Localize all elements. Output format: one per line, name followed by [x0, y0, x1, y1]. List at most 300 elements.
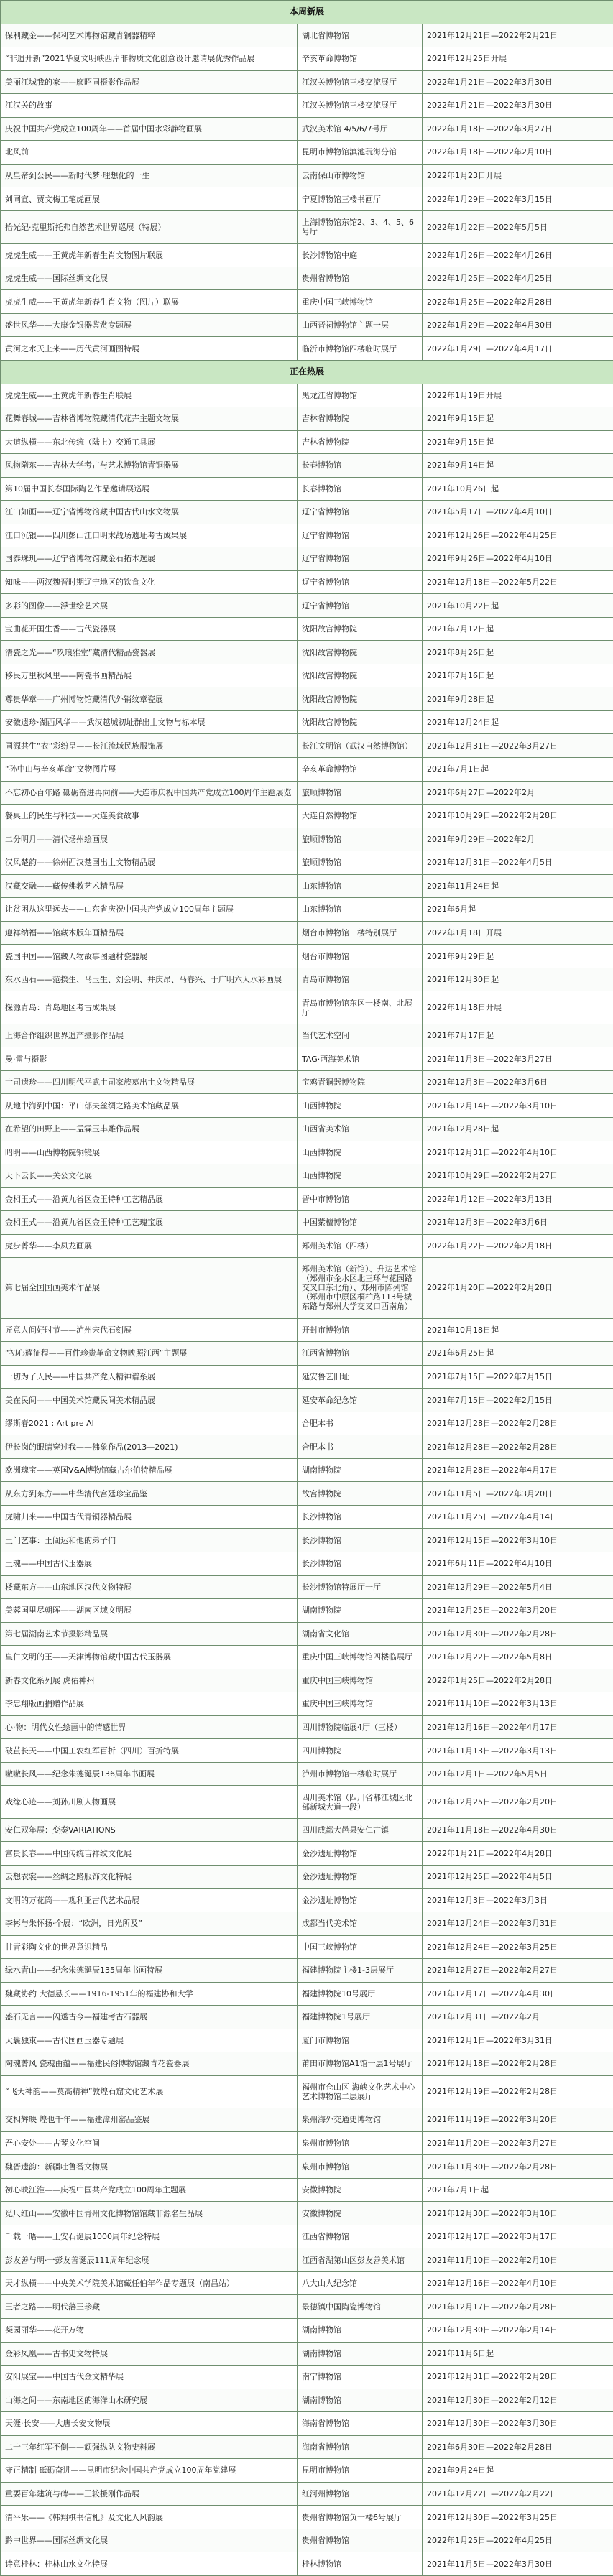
exhibition-name-cell: 美在民间——中国美术馆藏民间美术精品展 — [1, 1389, 298, 1412]
table-row — [1, 1318, 613, 1342]
date-cell: 2021年12月28日—2022年2月28日 — [423, 1412, 613, 1435]
table-row — [1, 2052, 613, 2076]
exhibition-name-cell: 天才纵横——中央美术学院美术馆藏任伯年作品专题展（南昌站） — [1, 2271, 298, 2295]
table-row — [1, 758, 613, 782]
venue-cell: 中国三峡博物馆 — [298, 1935, 423, 1959]
table-row — [1, 1435, 613, 1459]
exhibition-name-cell: 虎虎生威——王黄虎年新春生肖文物图片联展 — [1, 244, 298, 267]
exhibition-name-cell: 美蓉国里尽朝晖——湖南区域文明展 — [1, 1599, 298, 1623]
exhibition-name-cell: 餐桌上的民生与科技——大连美食故事 — [1, 805, 298, 828]
venue-cell: 宝鸡青铜器博物院 — [298, 1070, 423, 1094]
venue-cell: 上海博物馆东馆2、3、4、5、6号厅 — [298, 210, 423, 244]
exhibition-name-cell: 金彩凤凰——古书史文物特展 — [1, 2342, 298, 2366]
date-cell: 2021年12月16日—2022年4月10日 — [423, 2271, 613, 2295]
exhibition-name-cell: 文明的万花筒——观利亚古代艺术品展 — [1, 1889, 298, 1912]
exhibition-name-cell: 花舞春城——吉林省博物院藏清代花卉主题文物展 — [1, 407, 298, 431]
exhibition-name-cell: 王者之路——明代藩王珍藏 — [1, 2295, 298, 2319]
venue-cell: 青岛市博物馆 — [298, 968, 423, 991]
venue-cell: 长春博物馆 — [298, 454, 423, 478]
exhibition-name-cell: 清平乐——《韩翔棋书信札》及文化人风韵展 — [1, 2506, 298, 2529]
exhibition-name-cell: 汉风楚韵——徐州西汉楚国出土文物精品展 — [1, 851, 298, 875]
table-row — [1, 2412, 613, 2436]
exhibition-name-cell: 山海之间——东南地区的海洋山水研究展 — [1, 2389, 298, 2412]
exhibition-name-cell: 心·物：明代女性绘画中的情感世界 — [1, 1715, 298, 1739]
table-row — [1, 1692, 613, 1716]
table-row — [1, 710, 613, 734]
table-row — [1, 1762, 613, 1786]
venue-cell: 湖南省文化馆 — [298, 1622, 423, 1646]
exhibition-name-cell: 虎虎生威——国际丝绸文化展 — [1, 267, 298, 290]
exhibition-name-cell: 庆祝中国共产党成立100周年——首届中国水彩静物画展 — [1, 117, 298, 141]
date-cell: 2021年12月28日—2022年4月17日 — [423, 1458, 613, 1482]
venue-cell: 长江文明馆（武汉自然博物馆） — [298, 734, 423, 758]
date-cell: 2021年12月28日—2022年2月28日 — [423, 1435, 613, 1459]
venue-cell: 合肥本书 — [298, 1412, 423, 1435]
table-row — [1, 2389, 613, 2412]
venue-cell: 金沙遗址博物馆 — [298, 1889, 423, 1912]
date-cell: 2021年9月28日起 — [423, 687, 613, 711]
exhibition-name-cell: 第10届中国长春国际陶艺作品邀请展巡展 — [1, 477, 298, 501]
venue-cell: 金沙遗址博物馆 — [298, 1865, 423, 1889]
date-cell: 2021年11月24日起 — [423, 874, 613, 898]
venue-cell: 湖南博物馆 — [298, 2342, 423, 2366]
date-cell: 2022年1月29日—2022年4月30日 — [423, 313, 613, 337]
venue-cell: 宁夏博物馆三楼书画厅 — [298, 187, 423, 211]
table-row — [1, 1117, 613, 1141]
venue-cell: 黑龙江省博物馆 — [298, 384, 423, 407]
venue-cell: 八大山人纪念馆 — [298, 2271, 423, 2295]
date-cell: 2022年1月19日开展 — [423, 384, 613, 407]
date-cell: 2021年12月16日—2022年4月17日 — [423, 1715, 613, 1739]
venue-cell: 辽宁省博物馆 — [298, 570, 423, 594]
exhibition-name-cell: 国泰珠玑——辽宁省博物馆藏金石拓本选展 — [1, 547, 298, 571]
exhibition-name-cell: 二分明月——清代扬州绘画展 — [1, 828, 298, 851]
table-row — [1, 1141, 613, 1164]
date-cell: 2022年1月29日—2022年3月15日 — [423, 187, 613, 211]
table-row — [1, 945, 613, 968]
table-row — [1, 1912, 613, 1935]
exhibition-name-cell: 魏藏协约 大德悬长——1916-1951年的福建协和大学 — [1, 1982, 298, 2006]
exhibition-name-cell: 欧洲瑰宝——英国V&A博物馆藏古尔伯特精品展 — [1, 1458, 298, 1482]
venue-cell: 泸州市博物馆一楼临时展厅 — [298, 1762, 423, 1786]
table-row — [1, 454, 613, 478]
table-row — [1, 1187, 613, 1211]
venue-cell: 江西省博物馆 — [298, 1342, 423, 1366]
exhibition-name-cell: 拾光纪·克里斯托弗自然艺术世界巡展（特展） — [1, 210, 298, 244]
venue-cell: 郑州美术馆（新馆）、升达艺术馆（郑州市金水区北三环与花园路交叉口东北角）、郑州市陈列馆（郑州市中原区桐柏路113号城东路与郑州大学交叉口西南角） — [298, 1258, 423, 1319]
venue-cell: 烟台市博物馆 — [298, 945, 423, 968]
table-row — [1, 664, 613, 687]
date-cell: 2021年12月30日起 — [423, 968, 613, 991]
venue-cell: 旅顺博物馆 — [298, 781, 423, 805]
venue-cell: 福建博物院10号展厅 — [298, 1982, 423, 2006]
date-cell: 2021年9月29日起 — [423, 945, 613, 968]
table-row — [1, 524, 613, 547]
exhibition-name-cell: 第七届全国国画美术作品展 — [1, 1258, 298, 1319]
date-cell: 2021年7月12日起 — [423, 617, 613, 641]
date-cell: 2021年10月22日起 — [423, 594, 613, 618]
date-cell: 2021年10月29日—2022年2月28日 — [423, 805, 613, 828]
venue-cell: 四川成都大邑县安仁古镇 — [298, 1818, 423, 1842]
table-row — [1, 244, 613, 267]
table-row — [1, 2108, 613, 2132]
date-cell: 2021年9月15日起 — [423, 430, 613, 454]
table-row — [1, 991, 613, 1024]
date-cell: 2021年10月29日—2022年2月27日 — [423, 1164, 613, 1188]
table-row — [1, 1342, 613, 1366]
venue-cell: 昆明市博物馆滇池玩海分馆 — [298, 141, 423, 165]
venue-cell: 山东博物馆 — [298, 874, 423, 898]
date-cell: 2021年12月29日—2022年5月4日 — [423, 1575, 613, 1599]
exhibition-name-cell: 彭友善与明·一彭友善诞辰111周年纪念展 — [1, 2248, 298, 2272]
venue-cell: 辽宁省博物馆 — [298, 524, 423, 547]
table-row — [1, 290, 613, 314]
exhibition-name-cell: 天涯·长安——大唐长安文物展 — [1, 2412, 298, 2436]
exhibition-name-cell: 从地中海到中国：平山郁夫丝绸之路美术馆藏品展 — [1, 1094, 298, 1118]
venue-cell: 山西博物院 — [298, 1164, 423, 1188]
venue-cell: 旅顺博物馆 — [298, 828, 423, 851]
exhibition-name-cell: 天下云长——关公文化展 — [1, 1164, 298, 1188]
venue-cell: 武汉美术馆 4/5/6/7号厅 — [298, 117, 423, 141]
date-cell: 2021年12月17日—2022年2月28日 — [423, 2295, 613, 2319]
exhibition-name-cell: 皇仁文明的王——天津博物馆藏中国古代玉器展 — [1, 1646, 298, 1669]
venue-cell: 贵州省博物馆 — [298, 2529, 423, 2552]
table-row — [1, 2178, 613, 2202]
venue-cell: 长沙博物馆 — [298, 1529, 423, 1552]
exhibition-name-cell: 第七届湖南艺术节摄影精品展 — [1, 1622, 298, 1646]
exhibition-name-cell: 安阳展宝——中国古代金文精华展 — [1, 2366, 298, 2389]
exhibition-name-cell: 风物隋东——吉林大学考古与艺术博物馆青铜器展 — [1, 454, 298, 478]
exhibition-name-cell: 黔中世界——国际丝绸文化展 — [1, 2529, 298, 2552]
venue-cell: 吉林省博物院 — [298, 430, 423, 454]
venue-cell: 四川博物院 — [298, 1739, 423, 1763]
date-cell: 2021年12月14日—2022年3月10日 — [423, 1094, 613, 1118]
venue-cell: 长沙博物馆 — [298, 1552, 423, 1576]
date-cell: 2021年12月31日—2022年3月27日 — [423, 734, 613, 758]
table-row — [1, 1575, 613, 1599]
exhibition-name-cell: 虎虎生威——王黄虎年新春生肖联展 — [1, 384, 298, 407]
exhibition-name-cell: 从皇帝到公民——新时代梦·理想化的一生 — [1, 164, 298, 187]
exhibition-name-cell: 云想衣裳——丝绸之路服饰文化特展 — [1, 1865, 298, 1889]
date-cell: 2021年12月25日—2022年3月20日 — [423, 1599, 613, 1623]
venue-cell: 莆田市博物馆A1馆一层1号展厅 — [298, 2052, 423, 2076]
venue-cell: 四川博物院临展4厅（三楼） — [298, 1715, 423, 1739]
exhibition-name-cell: 千载一晤——王安石诞辰1000周年纪念特展 — [1, 2225, 298, 2248]
exhibition-name-cell: 汉藏交融——藏传佛教艺术精品展 — [1, 874, 298, 898]
table-row — [1, 501, 613, 524]
date-cell: 2022年1月12日—2022年3月13日 — [423, 1187, 613, 1211]
date-cell: 2021年12月30日—2022年3月25日 — [423, 2506, 613, 2529]
venue-cell: 山西晋祠博物馆主题一层 — [298, 313, 423, 337]
table-row — [1, 1786, 613, 1819]
date-cell: 2021年12月25日—2022年2月20日 — [423, 1786, 613, 1819]
exhibition-name-cell: 嗷嗷长风——纪念朱德诞辰136周年书画展 — [1, 1762, 298, 1786]
table-row — [1, 2248, 613, 2272]
exhibition-name-cell: 上海合作组织世界遗产摄影作品展 — [1, 1024, 298, 1047]
table-row — [1, 2529, 613, 2552]
venue-cell: 贵州省博物馆 — [298, 267, 423, 290]
table-row — [1, 1865, 613, 1889]
date-cell: 2022年1月18日开展 — [423, 921, 613, 945]
venue-cell: 旅顺博物馆 — [298, 851, 423, 875]
date-cell: 2021年11月13日—2022年3月13日 — [423, 1739, 613, 1763]
table-row — [1, 1365, 613, 1389]
date-cell: 2022年1月29日—2022年4月17日 — [423, 337, 613, 361]
exhibition-name-cell: 王魂——中国古代玉器展 — [1, 1552, 298, 1576]
date-cell: 2022年1月22日—2022年2月18日 — [423, 1234, 613, 1258]
table-row — [1, 117, 613, 141]
exhibition-name-cell: 盛石无言——闪透古今—福建考古石器展 — [1, 2006, 298, 2029]
table-row — [1, 337, 613, 361]
date-cell: 2021年12月22日—2022年2月22日 — [423, 2482, 613, 2506]
date-cell: 2021年12月1日—2022年3月31日 — [423, 2029, 613, 2052]
date-cell: 2022年1月18日—2022年2月10日 — [423, 141, 613, 165]
venue-cell: 湖南博物院 — [298, 1599, 423, 1623]
date-cell: 2021年12月30日—2022年2月14日 — [423, 2319, 613, 2343]
date-cell: 2021年11月3日—2022年3月27日 — [423, 1047, 613, 1071]
exhibition-name-cell: 曼·雷与摄影 — [1, 1047, 298, 1071]
exhibition-name-cell: 凝园丽华——花开万物 — [1, 2319, 298, 2343]
date-cell: 2021年12月18日—2022年2月28日 — [423, 2052, 613, 2076]
venue-cell: 湖南博物院 — [298, 1458, 423, 1482]
date-cell: 2021年12月31日—2022年4月10日 — [423, 1141, 613, 1164]
exhibition-name-cell: 重要百年建筑与碑——王较援刚作品展 — [1, 2482, 298, 2506]
date-cell: 2021年7月17日起 — [423, 1024, 613, 1047]
exhibition-name-cell: 二十三年红军不倒——顽强纵队文物史料展 — [1, 2435, 298, 2459]
exhibition-name-cell: “孙中山与辛亥革命”文物图片展 — [1, 758, 298, 782]
date-cell: 2021年6月25日起 — [423, 1342, 613, 1366]
table-row — [1, 164, 613, 187]
table-row — [1, 430, 613, 454]
date-cell: 2021年8月26日起 — [423, 641, 613, 664]
venue-cell: 青岛市博物馆东区一楼南、北展厅 — [298, 991, 423, 1024]
date-cell: 2021年12月31日—2022年2月 — [423, 2006, 613, 2029]
exhibition-name-cell: 瓷国中国——馆藏人物故事图题材瓷器展 — [1, 945, 298, 968]
table-row — [1, 1646, 613, 1669]
venue-cell: 辛亥革命博物馆 — [298, 47, 423, 71]
table-row — [1, 47, 613, 71]
exhibition-name-cell: 江口沉银——四川彭山江口明末战场遗址考古成果展 — [1, 524, 298, 547]
venue-cell: 泉州市博物馆 — [298, 2131, 423, 2155]
exhibition-name-cell: 缪斯春2021 : Art pre AI — [1, 1412, 298, 1435]
exhibition-name-cell: 李彬与朱怀扬·个展：“欧洲，日光所及” — [1, 1912, 298, 1935]
table-row — [1, 851, 613, 875]
venue-cell: 沈阳故宫博物院 — [298, 617, 423, 641]
table-row — [1, 2131, 613, 2155]
venue-cell: 景德镇中国陶瓷博物馆 — [298, 2295, 423, 2319]
table-row — [1, 1552, 613, 1576]
table-row — [1, 384, 613, 407]
table-row — [1, 781, 613, 805]
date-cell: 2021年9月14日起 — [423, 454, 613, 478]
date-cell: 2021年12月24日—2022年3月25日 — [423, 1935, 613, 1959]
table-row — [1, 594, 613, 618]
date-cell: 2021年12月21日—2022年2月21日 — [423, 24, 613, 47]
date-cell: 2021年11月20日—2022年3月27日 — [423, 2131, 613, 2155]
table-row — [1, 828, 613, 851]
venue-cell: 烟台市博物馆一楼特别展厅 — [298, 921, 423, 945]
table-row — [1, 70, 613, 94]
table-row — [1, 2552, 613, 2576]
venue-cell: 中国紫檀博物馆 — [298, 1211, 423, 1235]
date-cell: 2021年12月30日—2022年3月10日 — [423, 2202, 613, 2225]
date-cell: 2021年6月27日—2022年2月 — [423, 781, 613, 805]
date-cell: 2022年1月21日—2022年3月30日 — [423, 70, 613, 94]
table-row — [1, 1669, 613, 1692]
table-row — [1, 617, 613, 641]
exhibition-name-cell: 多彩的图像——浮世绘艺术展 — [1, 594, 298, 618]
date-cell: 2021年6月11日—2022年4月10日 — [423, 1552, 613, 1576]
table-row — [1, 1599, 613, 1623]
date-cell: 2022年1月18日开展 — [423, 991, 613, 1024]
date-cell: 2021年12月17日—2022年4月30日 — [423, 1982, 613, 2006]
venue-cell: 沈阳故宫博物院 — [298, 710, 423, 734]
table-row — [1, 2459, 613, 2483]
venue-cell: 江西省湖第山区彭友善美术馆 — [298, 2248, 423, 2272]
date-cell: 2021年6月起 — [423, 898, 613, 922]
table-row — [1, 687, 613, 711]
table-row — [1, 2155, 613, 2179]
table-row — [1, 2482, 613, 2506]
date-cell: 2021年12月25日—2022年4月5日 — [423, 1865, 613, 1889]
exhibition-name-cell: 王门艺事：王闿运和他的弟子们 — [1, 1529, 298, 1552]
exhibition-name-cell: 金相玉式——沿黄九省区金玉特种工艺精品展 — [1, 1187, 298, 1211]
exhibition-name-cell: 新春文化系列展 虎佑神州 — [1, 1669, 298, 1692]
date-cell: 2022年1月21日—2022年3月30日 — [423, 94, 613, 118]
table-row — [1, 2202, 613, 2225]
venue-cell: 安徽博物院 — [298, 2178, 423, 2202]
venue-cell: TAG·西海美术馆 — [298, 1047, 423, 1071]
date-cell: 2021年12月28日起 — [423, 1117, 613, 1141]
table-row — [1, 1739, 613, 1763]
section-header — [1, 1, 613, 24]
date-cell: 2021年10月18日起 — [423, 1318, 613, 1342]
venue-cell: 四川美术馆（四川省郫江城区北部新城大道一段） — [298, 1786, 423, 1819]
table-row — [1, 187, 613, 211]
venue-cell: 辛亥革命博物馆 — [298, 758, 423, 782]
date-cell: 2021年12月17日—2022年3月17日 — [423, 2225, 613, 2248]
venue-cell: 海南省博物馆 — [298, 2435, 423, 2459]
table-row — [1, 1982, 613, 2006]
date-cell: 2021年11月10日—2022年2月10日 — [423, 2248, 613, 2272]
date-cell: 2021年9月26日—2022年4月10日 — [423, 547, 613, 571]
exhibition-name-cell: 刘同宣、贾文梅工笔虎画展 — [1, 187, 298, 211]
exhibition-name-cell: 盛世风华——大康金银器鉴赏专题展 — [1, 313, 298, 337]
exhibition-name-cell: 初心映江淮——庆祝中国共产党成立100周年主题展 — [1, 2178, 298, 2202]
exhibition-name-cell: 楼藏东方——山东地区汉代文物特展 — [1, 1575, 298, 1599]
table-row — [1, 921, 613, 945]
exhibition-name-cell: 探源青岛：青岛地区考古成果展 — [1, 991, 298, 1024]
venue-cell: 江汉关博物馆三楼交流展厅 — [298, 94, 423, 118]
table-row — [1, 313, 613, 337]
date-cell: 2021年11月10日—2022年3月13日 — [423, 1692, 613, 1716]
table-row — [1, 2271, 613, 2295]
venue-cell: 湖南博物馆 — [298, 2319, 423, 2343]
venue-cell: 重庆中国三峡博物馆 — [298, 290, 423, 314]
date-cell: 2022年1月25日—2022年2月28日 — [423, 290, 613, 314]
table-row — [1, 2006, 613, 2029]
exhibition-name-cell: 陶魂菁风 瓷魂由蕴——福建民俗博物馆藏青花瓷器展 — [1, 2052, 298, 2076]
venue-cell: 辽宁省博物馆 — [298, 501, 423, 524]
table-row — [1, 1164, 613, 1188]
exhibition-name-cell: 虎虎生威——王黄虎年新春生肖文物（图片）联展 — [1, 290, 298, 314]
table-row — [1, 2506, 613, 2529]
venue-cell: 厦门市博物馆 — [298, 2029, 423, 2052]
exhibition-name-cell: 吾心安处——古琴文化空间 — [1, 2131, 298, 2155]
date-cell: 2022年1月21日—2022年4月28日 — [423, 1842, 613, 1866]
venue-cell: 云南保山市博物馆 — [298, 164, 423, 187]
date-cell: 2021年6月30日—2022年2月28日 — [423, 2435, 613, 2459]
table-row — [1, 1047, 613, 1071]
venue-cell: 大连自然博物馆 — [298, 805, 423, 828]
table-row — [1, 2366, 613, 2389]
venue-cell: 山西省美术馆 — [298, 1117, 423, 1141]
table-row — [1, 141, 613, 165]
date-cell: 2021年11月6日起 — [423, 2342, 613, 2366]
table-row — [1, 570, 613, 594]
table-row — [1, 734, 613, 758]
table-row — [1, 2435, 613, 2459]
exhibition-name-cell: 大囊独束——古代国画玉器专题展 — [1, 2029, 298, 2052]
table-row — [1, 1258, 613, 1319]
table-row — [1, 805, 613, 828]
venue-cell: 沈阳故宫博物院 — [298, 664, 423, 687]
venue-cell: 江汉关博物馆三楼交流展厅 — [298, 70, 423, 94]
table-row — [1, 898, 613, 922]
exhibition-name-cell: 北风前 — [1, 141, 298, 165]
venue-cell: 故宫博物院 — [298, 1482, 423, 1506]
table-row — [1, 1234, 613, 1258]
table-row — [1, 1622, 613, 1646]
table-row — [1, 1211, 613, 1235]
venue-cell: 泉州海外交通史博物馆 — [298, 2108, 423, 2132]
venue-cell: 临沂市博物馆四楼临时展厅 — [298, 337, 423, 361]
venue-cell: 吉林省博物院 — [298, 407, 423, 431]
exhibition-name-cell: 大道纵横——东北传统（陆上）交通工具展 — [1, 430, 298, 454]
exhibition-name-cell: “飞天神韵——莫高精神”敦煌石窟文化艺术展 — [1, 2075, 298, 2108]
exhibition-name-cell: 黄河之水天上来——历代黄河画图特展 — [1, 337, 298, 361]
table-row — [1, 477, 613, 501]
exhibition-name-cell: 知味——两汉魏晋时期辽宁地区的饮食文化 — [1, 570, 298, 594]
date-cell: 2021年12月19日—2022年2月28日 — [423, 2075, 613, 2108]
venue-cell: 山西博物院 — [298, 1094, 423, 1118]
venue-cell: 成都当代美术馆 — [298, 1912, 423, 1935]
exhibition-name-cell: 金相玉式——沿黄九省区金玉特种工艺瑰宝展 — [1, 1211, 298, 1235]
date-cell: 2021年12月24日起 — [423, 710, 613, 734]
exhibition-name-cell: 尊贵华章——广州博物馆藏清代外销纹章瓷展 — [1, 687, 298, 711]
table-row — [1, 2075, 613, 2108]
exhibition-name-cell: 同源共生“衣”彩纷呈——长江流域民族服饰展 — [1, 734, 298, 758]
venue-cell: 贵州省博物馆负一楼6号展厅 — [298, 2506, 423, 2529]
exhibition-name-cell: 匠意人间好时节——泸州宋代石刻展 — [1, 1318, 298, 1342]
table-row — [1, 1818, 613, 1842]
exhibition-name-cell: 一切为了人民——中国共产党人精神谱系展 — [1, 1365, 298, 1389]
date-cell: 2021年12月24日—2022年3月31日 — [423, 1912, 613, 1935]
exhibition-name-cell: 保利藏金——保利艺术博物馆藏青铜器精粹 — [1, 24, 298, 47]
exhibition-name-cell: 富贵长春——中国传统吉祥纹文化展 — [1, 1842, 298, 1866]
date-cell: 2021年12月3日—2022年3月3日 — [423, 1889, 613, 1912]
venue-cell: 延安鲁艺旧址 — [298, 1365, 423, 1389]
venue-cell: 辽宁省博物馆 — [298, 594, 423, 618]
exhibition-name-cell: 戏缘心迹——刘孙川剧人物画展 — [1, 1786, 298, 1819]
venue-cell: 郑州美术馆（四楼） — [298, 1234, 423, 1258]
table-row — [1, 1412, 613, 1435]
venue-cell: 红河州博物馆 — [298, 2482, 423, 2506]
venue-cell: 沈阳故宫博物院 — [298, 641, 423, 664]
venue-cell: 山东博物馆 — [298, 898, 423, 922]
venue-cell: 湖北省博物馆 — [298, 24, 423, 47]
date-cell: 2021年11月30日—2022年2月28日 — [423, 2155, 613, 2179]
